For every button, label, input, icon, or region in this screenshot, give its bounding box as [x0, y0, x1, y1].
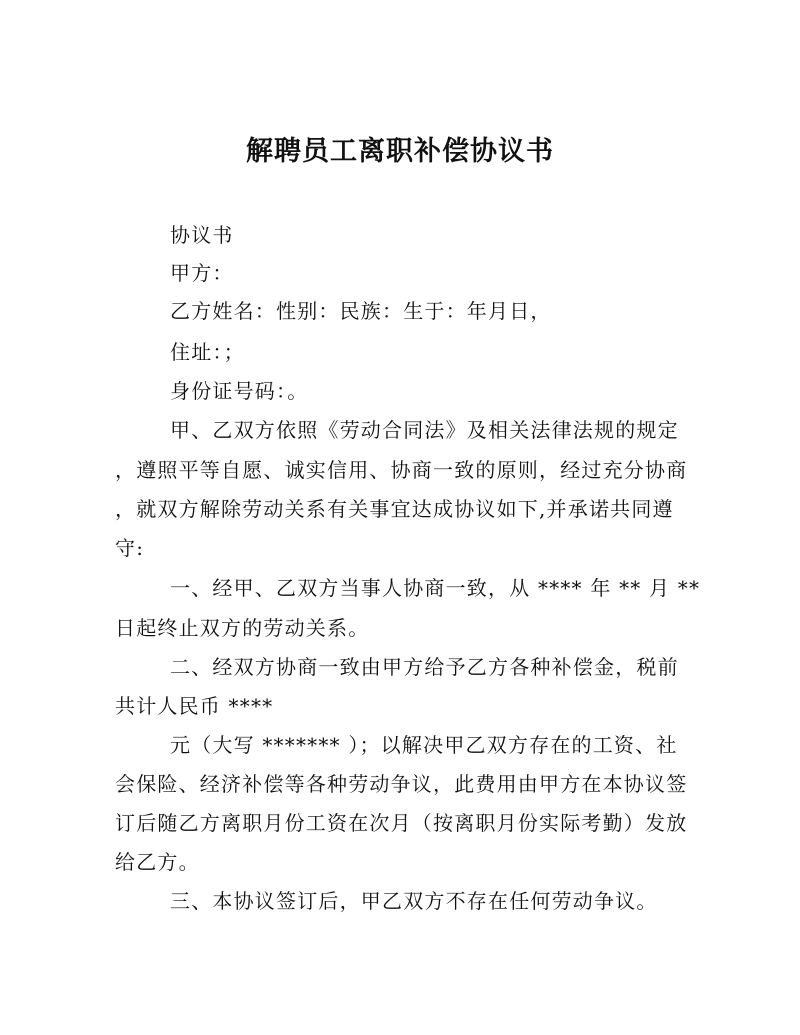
clause-1-line-1: 一、经甲、乙双方当事人协商一致，从 **** 年 ** 月 ** — [170, 576, 701, 600]
party-b-info-line: 乙方姓名：性别：民族：生于：年月日， — [170, 299, 552, 323]
clause-2-line-1: 二、经双方协商一致由甲方给予乙方各种补偿金，税前 — [170, 655, 679, 679]
document-title: 解聘员工离职补偿协议书 — [246, 136, 554, 167]
clause-2-line-5: 订后随乙方离职月份工资在次月（按离职月份实际考勤）发放 — [115, 811, 688, 835]
clause-2-line-3: 元（大写 ******* ）；以解决甲乙双方存在的工资、社 — [170, 733, 678, 757]
address-line: 住址：； — [170, 340, 245, 364]
preamble-line-1: 甲、乙双方依照《劳动合同法》及相关法律法规的规定 — [170, 418, 679, 442]
preamble-line-3: ，就双方解除劳动关系有关事宜达成协议如下,并承诺共同遵 — [115, 497, 674, 521]
preamble-line-4: 守: — [115, 536, 145, 560]
clause-2-line-6: 给乙方。 — [115, 850, 200, 874]
id-number-line: 身份证号码：。 — [170, 379, 309, 403]
clause-2-line-2: 共计人民币 **** — [115, 694, 274, 718]
agreement-heading: 协议书 — [170, 223, 234, 247]
clause-1-line-2: 日起终止双方的劳动关系。 — [115, 616, 370, 640]
clause-3-line-1: 三、本协议签订后，甲乙双方不存在任何劳动争议。 — [170, 889, 658, 913]
preamble-line-2: ，遵照平等自愿、诚实信用、协商一致的原则，经过充分协商 — [115, 458, 688, 482]
party-a-line: 甲方： — [170, 261, 234, 285]
clause-2-line-4: 会保险、经济补偿等各种劳动争议，此费用由甲方在本协议签 — [115, 772, 688, 796]
